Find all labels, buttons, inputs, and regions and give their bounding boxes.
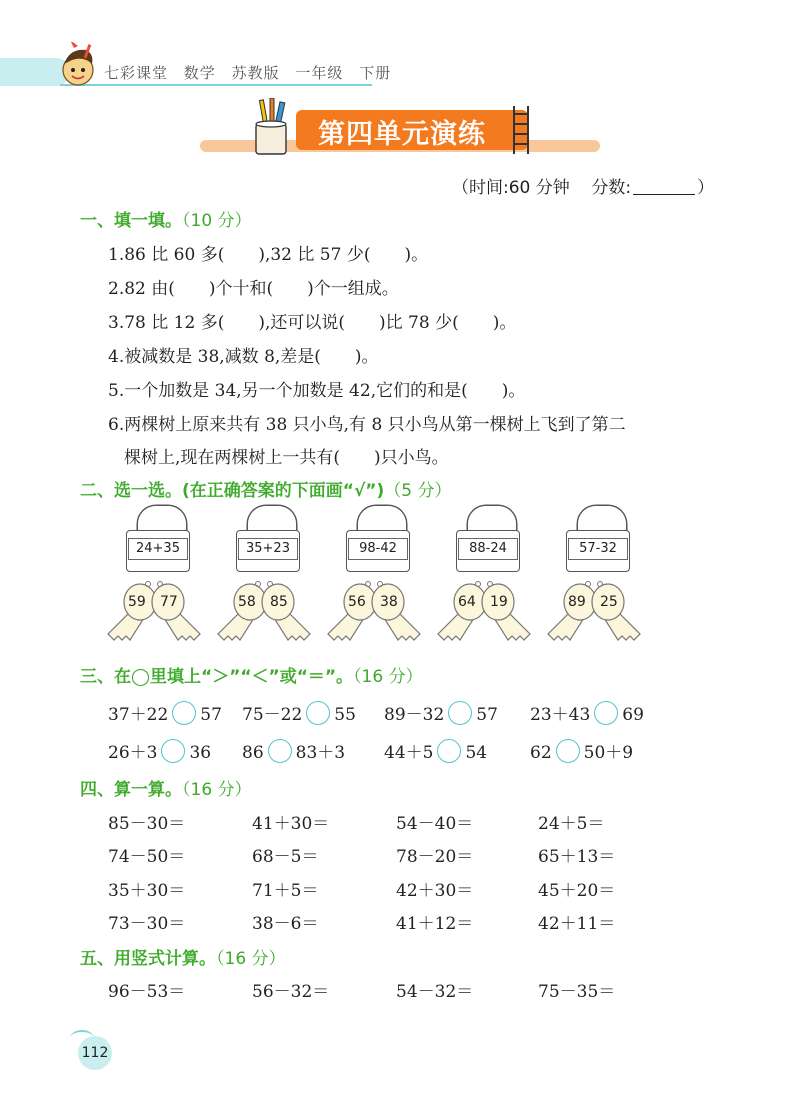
s1-question-5: 5.一个加数是 34,另一个加数是 42,它们的和是( )。 [108,381,526,401]
section-5-title: 五、用竖式计算。 [80,949,216,969]
section-5-points: （16 分） [216,949,286,969]
compare-left: 62 [530,743,552,763]
compare-circle[interactable] [437,739,461,763]
page-number: 112 [78,1036,112,1070]
compare-circle[interactable] [172,701,196,725]
compare-circle[interactable] [556,739,580,763]
time-info: （时间:60 分钟 [452,178,570,198]
section-4-title: 四、算一算。 [80,780,182,800]
compare-right: 69 [622,705,644,725]
compare-circle[interactable] [306,701,330,725]
section-2-title: 二、选一选。(在正确答案的下面画“√”) [80,481,385,501]
section-3-title: 三、在◯里填上“＞”“＜”或“＝”。 [80,667,354,687]
lock-2-expr: 35+23 [238,538,298,560]
key-4a[interactable]: 64 [458,594,476,610]
lock-1 [126,504,190,574]
compare-circle[interactable] [594,701,618,725]
compare-right: 57 [476,705,498,725]
calc-item: 35＋30＝ [108,881,186,901]
key-3a[interactable]: 56 [348,594,366,610]
score-close: ） [697,178,715,198]
compare-item [242,700,356,725]
key-1a[interactable]: 59 [128,594,146,610]
compare-right: 54 [465,743,488,763]
section-3-heading [80,662,423,687]
section-1-heading [80,206,252,231]
section-4-heading [80,775,252,800]
header-volume: 下册 [359,64,392,82]
key-pair-1 [104,578,204,646]
vertical-calc-item: 75－35＝ [538,982,616,1002]
compare-item [242,738,345,763]
score-blank[interactable] [633,178,695,195]
section-1-title: 一、填一填。 [80,211,182,231]
calc-item: 41＋30＝ [252,814,330,834]
compare-item [530,700,644,725]
calc-item: 41＋12＝ [396,914,474,934]
key-pair-icon [104,578,204,646]
key-pair-3 [324,578,424,646]
s1-question-6a: 6.两棵树上原来共有 38 只小鸟,有 8 只小鸟从第一棵树上飞到了第二 [108,415,626,435]
section-1-points: （10 分） [182,211,252,231]
compare-item [384,738,487,763]
lock-5-expr: 57-32 [568,538,628,560]
header-grade: 一年级 [295,64,344,82]
key-pair-icon [544,578,644,646]
compare-left: 23＋43 [530,705,591,725]
key-pair-icon [324,578,424,646]
key-2a[interactable]: 58 [238,594,256,610]
header-edition: 苏教版 [231,64,280,82]
key-1b[interactable]: 77 [160,594,178,610]
calc-item: 71＋5＝ [252,881,319,901]
lock-2 [236,504,300,574]
page-title: 第四单元演练 [318,119,486,150]
compare-left: 89－32 [384,705,445,725]
lock-3-expr: 98-42 [348,538,408,560]
lock-4 [456,504,520,574]
compare-item [108,700,222,725]
key-5b[interactable]: 25 [600,594,618,610]
calc-item: 54－40＝ [396,814,474,834]
compare-left: 75－22 [242,705,303,725]
header-text [104,62,401,83]
compare-left: 86 [242,743,264,763]
key-pair-2 [214,578,314,646]
calc-item: 45＋20＝ [538,881,616,901]
s1-question-4: 4.被减数是 38,减数 8,差是( )。 [108,347,379,367]
key-5a[interactable]: 89 [568,594,586,610]
compare-circle[interactable] [448,701,472,725]
score-label: 分数: [591,178,632,198]
section-2-heading [80,476,451,501]
compare-left: 26＋3 [108,743,158,763]
key-pair-icon [214,578,314,646]
calc-item: 65＋13＝ [538,847,616,867]
compare-right: 55 [334,705,356,725]
section-2-points: （5 分） [384,481,452,501]
compare-right: 83＋3 [295,743,346,763]
key-4b[interactable]: 19 [490,594,508,610]
vertical-calc-item: 56－32＝ [252,982,330,1002]
compare-item [108,738,211,763]
header-subject: 数学 [183,64,216,82]
mascot-icon [56,42,100,88]
compare-item [384,700,498,725]
compare-circle[interactable] [161,739,185,763]
time-score-line [452,173,714,198]
lock-3 [346,504,410,574]
compare-right: 57 [200,705,222,725]
lock-4-expr: 88-24 [458,538,518,560]
s1-question-6b: 棵树上,现在两棵树上一共有( )只小鸟。 [124,448,449,468]
section-3-points: （16 分） [353,667,423,687]
section-5-heading [80,944,286,969]
s1-question-2: 2.82 由( )个十和( )个一组成。 [108,279,399,299]
compare-circle[interactable] [268,739,292,763]
header-rule [60,84,372,86]
compare-left: 37＋22 [108,705,169,725]
header-series: 七彩课堂 [104,64,169,82]
compare-right: 50＋9 [583,743,634,763]
vertical-calc-item: 54－32＝ [396,982,474,1002]
s1-question-1: 1.86 比 60 多( ),32 比 57 少( )。 [108,245,429,265]
lock-1-expr: 24+35 [128,538,188,560]
key-pair-5 [544,578,644,646]
calc-item: 42＋30＝ [396,881,474,901]
key-pair-icon [434,578,534,646]
pencil-cup-icon [248,98,294,156]
calc-item: 24＋5＝ [538,814,605,834]
key-pair-4 [434,578,534,646]
s1-question-3: 3.78 比 12 多( ),还可以说( )比 78 少( )。 [108,313,517,333]
calc-item: 42＋11＝ [538,914,616,934]
compare-right: 36 [189,743,212,763]
ladder-icon [510,106,532,154]
section-4-points: （16 分） [182,780,252,800]
calc-item: 74－50＝ [108,847,186,867]
key-3b[interactable]: 38 [380,594,398,610]
lock-5 [566,504,630,574]
vertical-calc-item: 96－53＝ [108,982,186,1002]
calc-item: 78－20＝ [396,847,474,867]
calc-item: 68－5＝ [252,847,319,867]
calc-item: 85－30＝ [108,814,186,834]
calc-item: 38－6＝ [252,914,319,934]
calc-item: 73－30＝ [108,914,186,934]
key-2b[interactable]: 85 [270,594,288,610]
compare-left: 44＋5 [384,743,434,763]
compare-item [530,738,633,763]
